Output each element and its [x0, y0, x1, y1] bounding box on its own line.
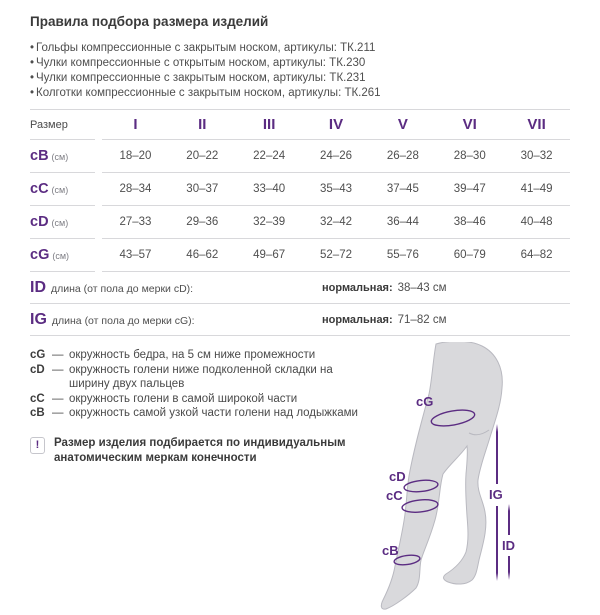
- dash: —: [52, 407, 64, 419]
- product-line: Чулки компрессионные с закрытым носком, артикулы: ТК.231: [36, 72, 366, 84]
- definition-text: окружность голени в самой широкой части: [69, 392, 298, 405]
- value-cell: 24–26: [320, 150, 352, 162]
- IG-line-top-taper: [496, 424, 498, 432]
- length-value: [322, 282, 446, 294]
- definition-text: окружность бедра, на 5 см ниже промежности: [69, 349, 316, 361]
- value-cell: 60–79: [453, 249, 486, 261]
- ID-label: ID: [502, 538, 515, 553]
- table-header-cells: [102, 110, 570, 140]
- cB-label: cB: [382, 543, 399, 558]
- value-cell: 32–39: [253, 216, 286, 228]
- value-cell: 22–24: [253, 150, 286, 162]
- cG-label: cG: [416, 394, 434, 409]
- measure-code: cC: [30, 392, 45, 405]
- definition-item: [30, 392, 372, 407]
- product-line: Чулки компрессионные с открытым носком, артикулы: ТК.230: [36, 57, 366, 69]
- page-title: Правила подбора размера изделий: [30, 14, 269, 29]
- column-header: IV: [328, 116, 344, 133]
- dash: —: [52, 392, 64, 405]
- length-type: нормальная:: [322, 281, 393, 294]
- list-item: [30, 71, 570, 86]
- dash: —: [52, 363, 64, 376]
- value-cell: 38–46: [453, 216, 486, 228]
- size-table: [30, 110, 570, 336]
- length-type: нормальная:: [322, 313, 393, 326]
- measure-code: cB: [30, 407, 45, 419]
- definitions-block: [30, 342, 372, 610]
- measure-code: cG: [30, 247, 50, 263]
- product-line: Колготки компрессионные с закрытым носком, артикулы: ТК.261: [36, 87, 381, 99]
- value-cell: 39–47: [453, 183, 486, 195]
- measure-code: ID: [30, 278, 46, 296]
- value-cell: 27–33: [119, 216, 152, 228]
- value-cell: 30–32: [520, 150, 553, 162]
- important-note: [30, 436, 372, 466]
- measure-unit: (см): [51, 185, 69, 195]
- value-cell: 33–40: [253, 183, 286, 195]
- table-corner-label: Размер: [30, 110, 95, 140]
- bullet-icon: •: [30, 57, 35, 69]
- row-values: [102, 173, 570, 206]
- IG-label: IG: [489, 487, 503, 502]
- column-header: II: [198, 116, 207, 133]
- value-cell: 35–43: [320, 183, 352, 195]
- row-label: [30, 239, 95, 272]
- definition-item: [30, 363, 372, 392]
- value-cell: 40–48: [520, 216, 553, 228]
- measure-unit: (см): [51, 218, 69, 228]
- exclamation-icon: [30, 437, 45, 454]
- cC-label: cC: [386, 488, 403, 503]
- row-values: [102, 140, 570, 173]
- value-cell: 29–36: [186, 216, 219, 228]
- product-line: Гольфы компрессионные с закрытым носком, артикулы: ТК.211: [36, 42, 376, 54]
- length-label: [30, 311, 322, 329]
- measure-unit: (см): [51, 152, 69, 162]
- length-range: 38–43 см: [397, 281, 447, 294]
- product-list: [30, 41, 570, 101]
- value-cell: 18–20: [119, 150, 152, 162]
- list-item: [30, 86, 570, 101]
- value-cell: 36–44: [386, 216, 419, 228]
- IG-line-bottom-taper: [496, 573, 498, 581]
- column-header: III: [262, 116, 276, 133]
- definition-text: окружность самой узкой части голени над лодыжками: [69, 407, 358, 419]
- column-header: I: [133, 116, 138, 133]
- column-header: VI: [462, 116, 477, 133]
- measure-unit: (см): [52, 251, 70, 261]
- column-header: VII: [527, 116, 546, 133]
- table-header-row: [30, 110, 570, 140]
- definition-item: [30, 348, 372, 363]
- value-cell: 41–49: [520, 183, 553, 195]
- leg-diagram-svg: [372, 342, 570, 610]
- measure-code: cB: [30, 148, 49, 164]
- value-cell: 20–22: [186, 150, 219, 162]
- length-row-ig: [30, 304, 570, 336]
- column-header: V: [397, 116, 408, 133]
- bullet-icon: •: [30, 87, 35, 99]
- value-cell: 49–67: [253, 249, 286, 261]
- list-item: [30, 41, 570, 56]
- ID-line-bottom-taper: [508, 572, 510, 580]
- length-row-id: [30, 272, 570, 304]
- row-label: [30, 206, 95, 239]
- value-cell: 28–30: [453, 150, 486, 162]
- table-row: [30, 206, 570, 239]
- value-cell: 43–57: [119, 249, 152, 261]
- measure-code: cG: [30, 349, 46, 361]
- bullet-icon: •: [30, 42, 35, 54]
- measure-code: cD: [30, 214, 49, 230]
- bullet-icon: •: [30, 72, 35, 84]
- value-cell: 30–37: [186, 183, 219, 195]
- value-cell: 55–76: [386, 249, 419, 261]
- value-cell: 28–34: [119, 183, 152, 195]
- leg-measurement-diagram: [372, 342, 570, 610]
- definition-item: [30, 406, 372, 421]
- length-description: длина (от пола до мерки cD):: [51, 282, 194, 295]
- value-cell: 52–72: [320, 249, 352, 261]
- length-range: 71–82 см: [397, 313, 447, 326]
- cD-label: cD: [389, 469, 406, 484]
- ID-line-top-taper: [508, 504, 510, 511]
- definition-text: окружность голени ниже подколенной складки на ширину двух пальцев: [69, 363, 333, 390]
- length-label: [30, 279, 322, 297]
- bottom-section: [30, 342, 570, 610]
- value-cell: 46–62: [186, 249, 219, 261]
- note-text: Размер изделия подбирается по индивидуальным анатомическим меркам конечности: [54, 436, 346, 464]
- value-cell: 37–45: [386, 183, 419, 195]
- row-values: [102, 206, 570, 239]
- exclamation-glyph: !: [35, 439, 40, 451]
- table-row: [30, 140, 570, 173]
- list-item: [30, 56, 570, 71]
- value-cell: 26–28: [386, 150, 419, 162]
- table-row: [30, 173, 570, 206]
- row-values: [102, 239, 570, 272]
- length-value: [322, 314, 446, 326]
- measure-code: cD: [30, 363, 45, 376]
- dash: —: [52, 349, 64, 361]
- row-label: [30, 140, 95, 173]
- table-row: [30, 239, 570, 272]
- value-cell: 32–42: [320, 216, 352, 228]
- measure-code: IG: [30, 310, 47, 328]
- measure-code: cC: [30, 181, 49, 197]
- row-label: [30, 173, 95, 206]
- length-description: длина (от пола до мерки cG):: [51, 314, 195, 327]
- value-cell: 64–82: [520, 249, 553, 261]
